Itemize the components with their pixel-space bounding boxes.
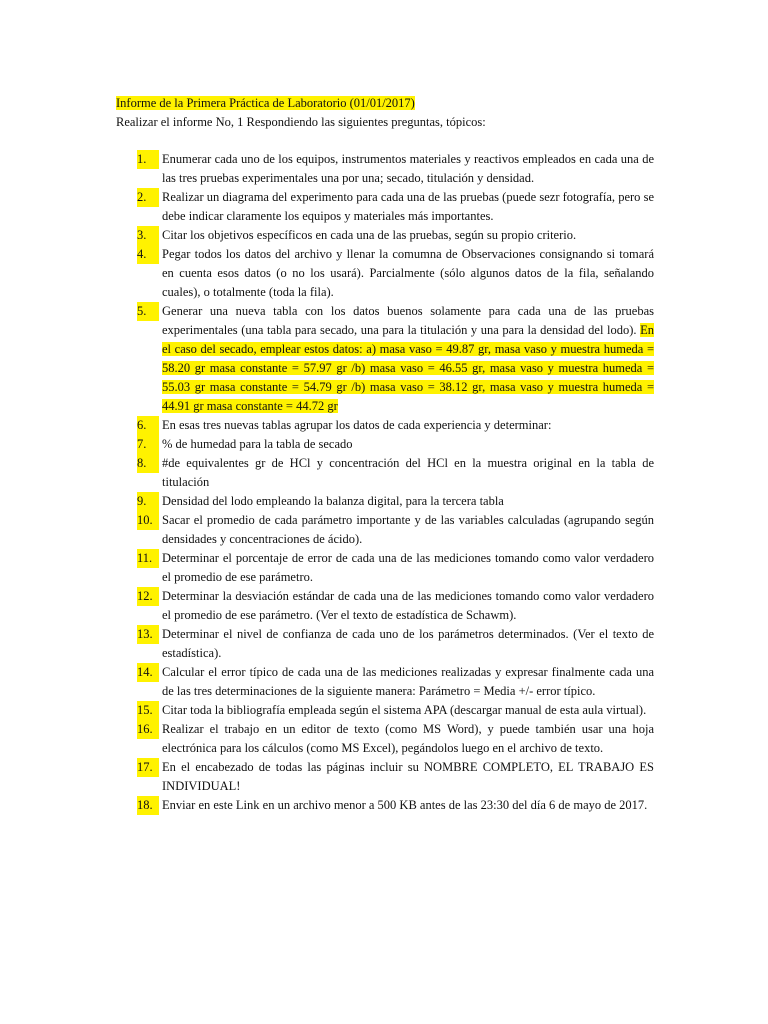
list-item-number: 12. [137,587,159,606]
list-item-number: 18. [137,796,159,815]
list-item [116,625,654,663]
list-item-text: Pegar todos los datos del archivo y llenar la comumna de Observaciones consignando si tomará en cuenta esos datos (o no los usará). Parcialmente (sólo algunos datos de la fila, señalando cuales), o totalmente (toda la fila). [162,247,654,299]
list-item-number: 14. [137,663,159,682]
list-item [116,701,654,720]
list-item-text: Sacar el promedio de cada parámetro importante y de las variables calculadas (agrupando según densidades y concentraciones de ácido). [162,513,654,546]
list-item-number: 16. [137,720,159,739]
list-item [116,188,654,226]
list-item [116,435,654,454]
list-item-text: #de equivalentes gr de HCl y concentración del HCl en la muestra original en la tabla de titulación [162,456,654,489]
list-item-number: 2. [137,188,159,207]
list-item-highlighted-text: En el caso del secado, emplear estos datos: a) masa vaso = 49.87 gr, masa vaso y muestra humeda = 58.20 gr masa constante = 57.97 gr /b) masa vaso = 46.55 gr, masa vaso y muestra humeda = 55.03 gr masa constante = 54.79 gr /b) masa vaso = 38.12 gr, masa vaso y muestra humeda = 44.91 gr masa constante = 44.72 gr [162,323,654,413]
list-item-number: 8. [137,454,159,473]
list-item [116,245,654,302]
list-item-text: En esas tres nuevas tablas agrupar los datos de cada experiencia y determinar: [162,418,552,432]
list-item-number: 1. [137,150,159,169]
list-item-text: Determinar el nivel de confianza de cada uno de los parámetros determinados. (Ver el texto de estadística). [162,627,654,660]
document-intro: Realizar el informe No, 1 Respondiendo las siguientes preguntas, tópicos: [116,115,486,129]
list-item-number: 6. [137,416,159,435]
list-item-text: Determinar el porcentaje de error de cada una de las mediciones tomando como valor verdadero el promedio de ese parámetro. [162,551,654,584]
list-item-text: Realizar un diagrama del experimento para cada una de las pruebas (puede sezr fotografía, pero se debe indicar claramente los equipos y materiales más importantes. [162,190,654,223]
list-item-text: Citar toda la bibliografía empleada según el sistema APA (descargar manual de esta aula virtual). [162,703,647,717]
list-item-text: En el encabezado de todas las páginas incluir su NOMBRE COMPLETO, EL TRABAJO ES INDIVIDUAL! [162,760,654,793]
list-item-text: Densidad del lodo empleando la balanza digital, para la tercera tabla [162,494,504,508]
list-item [116,549,654,587]
list-item-number: 11. [137,549,159,568]
list-item-text: Realizar el trabajo en un editor de texto (como MS Word), y puede también usar una hoja electrónica para los cálculos (como MS Excel), pegándolos luego en el archivo de texto. [162,722,654,755]
list-item [116,492,654,511]
list-item [116,511,654,549]
list-item [116,720,654,758]
list-item-text: Determinar la desviación estándar de cada una de las mediciones tomando como valor verdadero el promedio de ese parámetro. (Ver el texto de estadística de Schawm). [162,589,654,622]
question-list [116,150,654,815]
list-item-text: Generar una nueva tabla con los datos buenos solamente para cada una de las pruebas experimentales (una tabla para secado, una para la titulación y una para la densidad del lodo). [162,304,654,337]
list-item [116,663,654,701]
list-item [116,226,654,245]
list-item [116,454,654,492]
list-item-number: 9. [137,492,159,511]
list-item-text: Enviar en este Link en un archivo menor a 500 KB antes de las 23:30 del día 6 de mayo de 2017. [162,798,648,812]
list-item-number: 17. [137,758,159,777]
list-item-number: 15. [137,701,159,720]
list-item-number: 13. [137,625,159,644]
list-item [116,758,654,796]
list-item [116,302,654,416]
list-item [116,587,654,625]
document-title [116,94,654,113]
list-item-text: % de humedad para la tabla de secado [162,437,353,451]
list-item-text: Citar los objetivos específicos en cada una de las pruebas, según su propio criterio. [162,228,577,242]
list-item-number: 3. [137,226,159,245]
list-item [116,150,654,188]
list-item-number: 4. [137,245,159,264]
list-item [116,796,654,815]
list-item-number: 10. [137,511,159,530]
list-item-text: Calcular el error típico de cada una de las mediciones realizadas y expresar finalmente cada una de las tres determinaciones de la siguiente manera: Parámetro = Media +/- error típico. [162,665,654,698]
list-item-number: 7. [137,435,159,454]
document-page [116,94,654,815]
document-title-text: Informe de la Primera Práctica de Laboratorio (01/01/2017) [116,96,415,110]
list-item-number: 5. [137,302,159,321]
list-item-text: Enumerar cada uno de los equipos, instrumentos materiales y reactivos empleados en cada una de las tres pruebas experimentales una por una; secado, titulación y densidad. [162,152,654,185]
list-item [116,416,654,435]
